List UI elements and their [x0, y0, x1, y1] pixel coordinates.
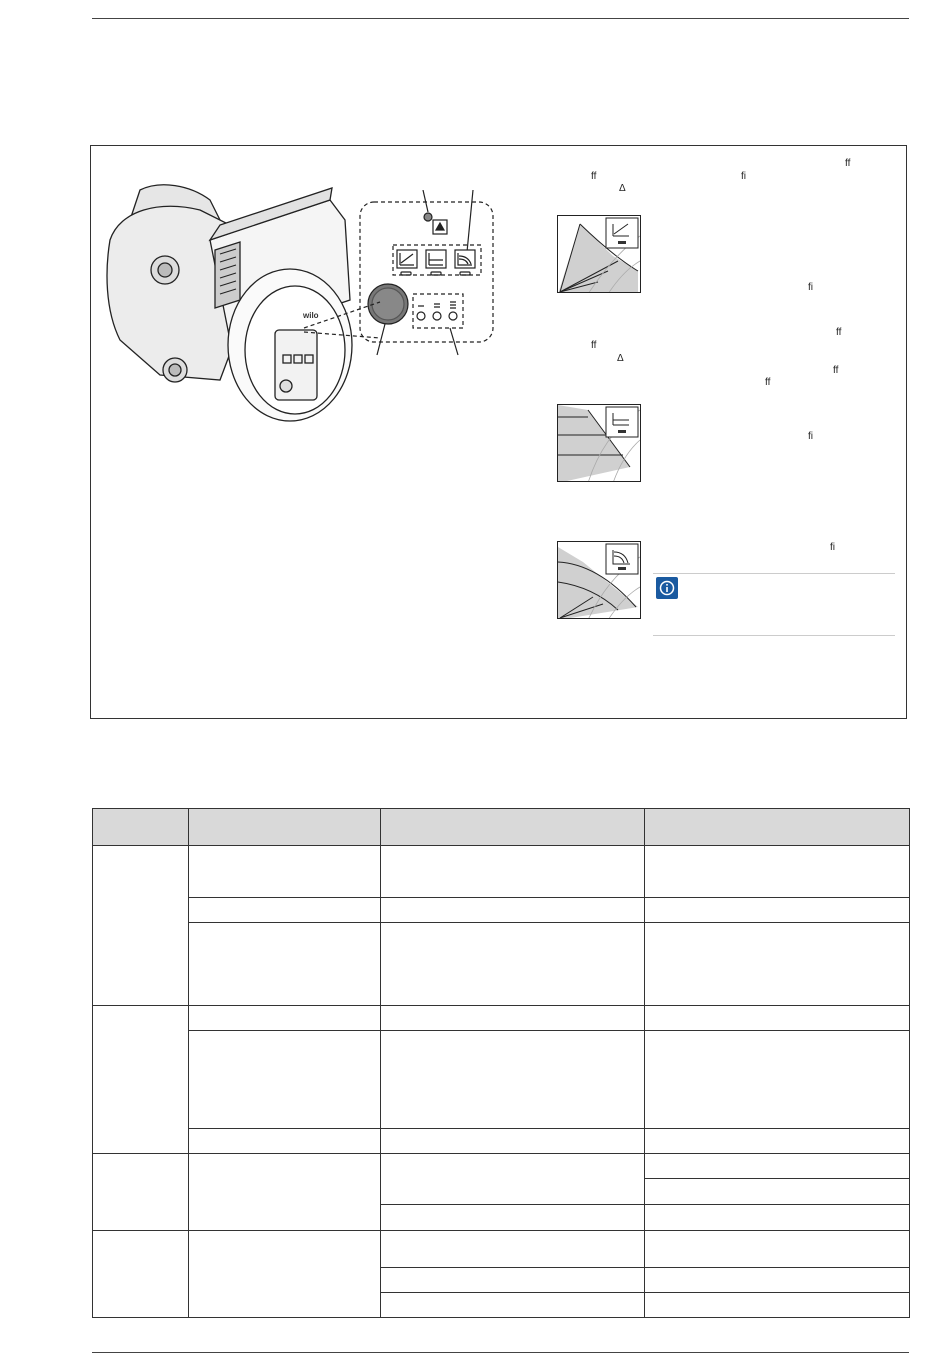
table-row: [93, 1154, 910, 1179]
callout-leader: [302, 300, 382, 340]
table-cell: [189, 1006, 381, 1031]
table-cell: [93, 846, 189, 1006]
table-row: [93, 1031, 910, 1129]
table-cell: [189, 846, 381, 898]
bottom-rule: [92, 1352, 909, 1353]
info-note: [653, 573, 895, 636]
table-cell: [189, 1031, 381, 1129]
constant-pressure-curve: [557, 404, 641, 482]
glyph-2: ff: [591, 171, 597, 182]
info-icon: [656, 577, 678, 599]
table-cell: [189, 898, 381, 923]
table-header-cell: [189, 809, 381, 846]
table-cell: [381, 923, 645, 1006]
table-cell: [381, 1154, 645, 1205]
table-row: [93, 898, 910, 923]
table-cell: [645, 898, 910, 923]
table-header-cell: [93, 809, 189, 846]
table-cell: [93, 1231, 189, 1318]
table-cell: [381, 1006, 645, 1031]
table-cell: [645, 1031, 910, 1129]
table-cell: [189, 1129, 381, 1154]
glyph-11: ﬁ: [808, 431, 813, 442]
table-cell: [645, 923, 910, 1006]
table-cell: [93, 1154, 189, 1231]
glyph-9: ff: [833, 365, 839, 376]
glyph-8: Δ: [617, 353, 624, 364]
glyph-3: ﬁ: [741, 171, 746, 182]
table-cell: [189, 923, 381, 1006]
settings-table: [92, 808, 910, 1318]
table-row: [93, 846, 910, 898]
table-cell: [645, 1293, 910, 1318]
table-cell: [645, 1129, 910, 1154]
table-cell: [645, 1006, 910, 1031]
table-header-cell: [645, 809, 910, 846]
glyph-4: Δ: [619, 183, 626, 194]
table-cell: [645, 1231, 910, 1268]
glyph-10: ff: [765, 377, 771, 388]
table-cell: [189, 1231, 381, 1318]
table-header-row: [93, 809, 910, 846]
table-header-cell: [381, 809, 645, 846]
table-cell: [381, 1031, 645, 1129]
glyph-1: ff: [845, 158, 851, 169]
glyph-7: ff: [591, 340, 597, 351]
table-cell: [381, 1268, 645, 1293]
table-cell: [381, 898, 645, 923]
table-cell: [381, 1129, 645, 1154]
table-cell: [381, 1293, 645, 1318]
table-cell: [645, 1205, 910, 1231]
table-cell: [645, 1154, 910, 1179]
table-row: [93, 1129, 910, 1154]
top-rule: [92, 18, 909, 19]
table-cell: [93, 1006, 189, 1154]
table-row: [93, 1006, 910, 1031]
proportional-pressure-curve: [557, 215, 641, 293]
table-cell: [381, 846, 645, 898]
table-cell: [189, 1154, 381, 1231]
radiator-curve: [557, 541, 641, 619]
table-row: [93, 1231, 910, 1268]
table-cell: [381, 1205, 645, 1231]
glyph-5: ﬁ: [808, 282, 813, 293]
glyph-6: ff: [836, 327, 842, 338]
table-cell: [645, 1268, 910, 1293]
table-cell: [381, 1231, 645, 1268]
glyph-12: ﬁ: [830, 542, 835, 553]
table-cell: [645, 1179, 910, 1205]
table-cell: [645, 846, 910, 898]
pump-logo: wilo: [303, 311, 319, 320]
table-row: [93, 923, 910, 1006]
